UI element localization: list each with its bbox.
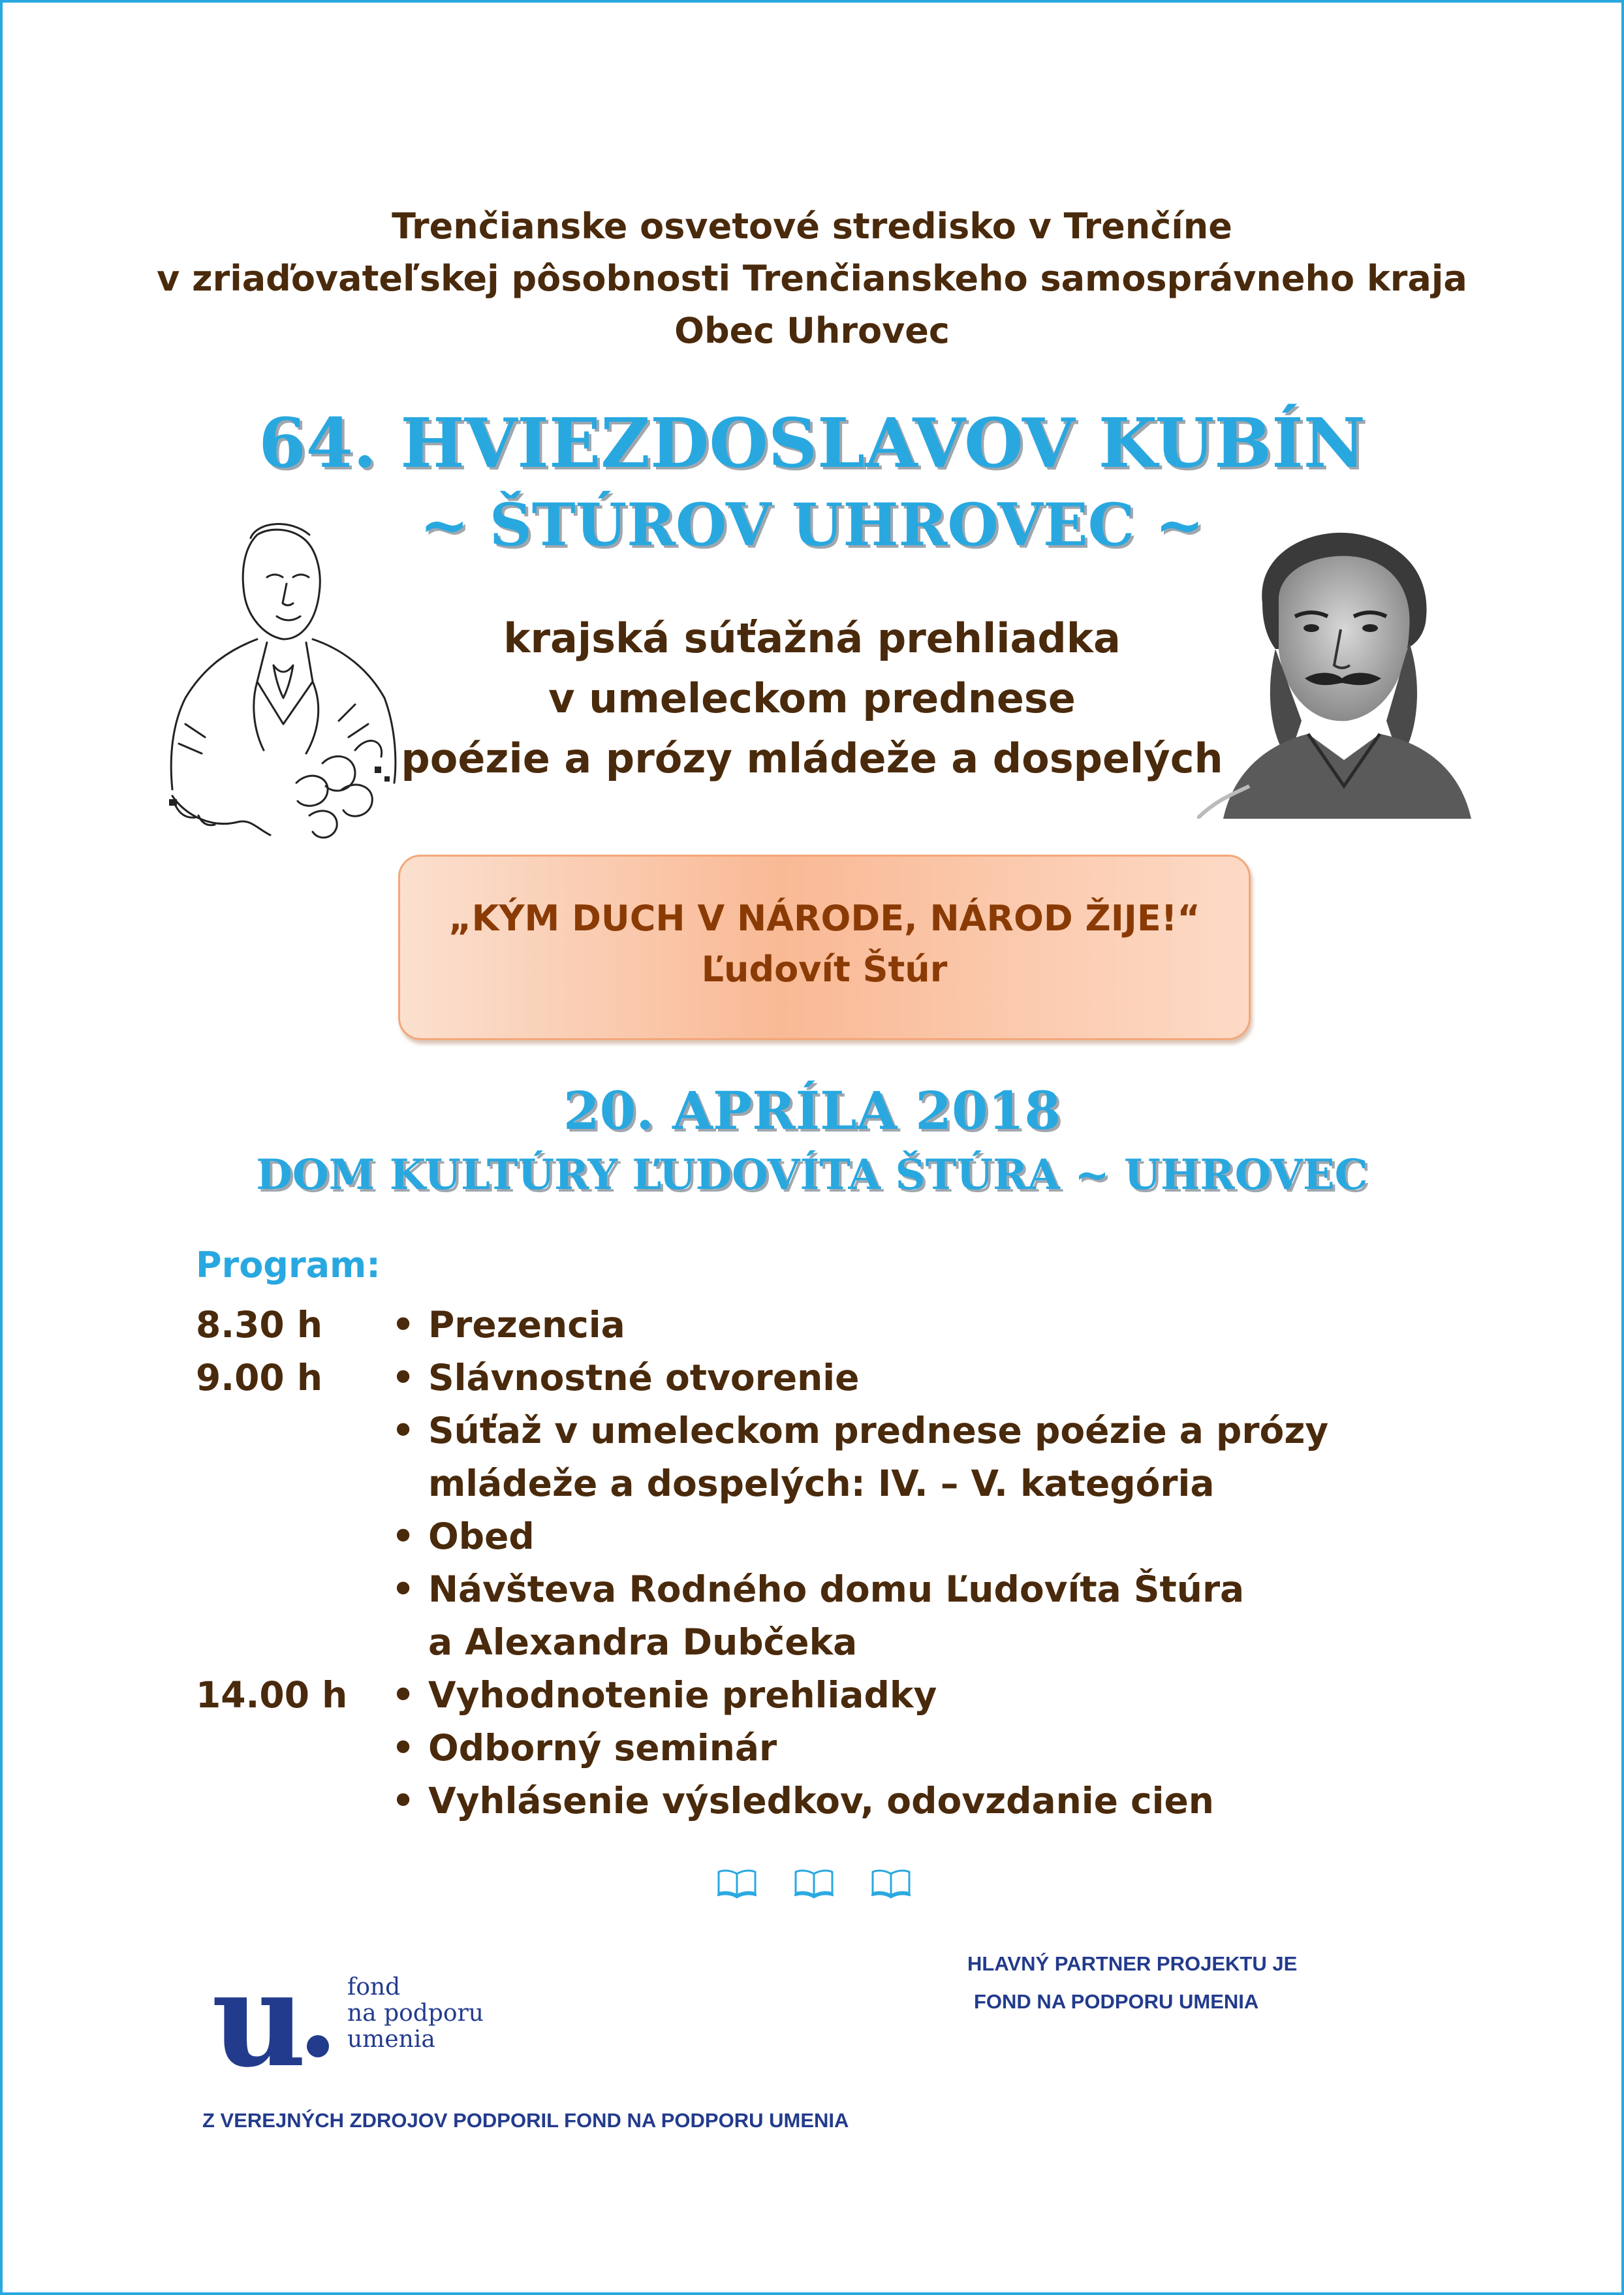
book-icon (717, 1869, 757, 1899)
program-label: Program: (196, 1244, 381, 1286)
quote-text: „KÝM DUCH V NÁRODE, NÁROD ŽIJE!“ (448, 898, 1200, 939)
partner-line-2: FOND NA PODPORU UMENIA (974, 1990, 1259, 2013)
program-item-continued: mládeže a dospelých: IV. – V. kategória (428, 1463, 1215, 1504)
program-item: Návšteva Rodného domu Ľudovíta Štúra (428, 1568, 1245, 1610)
partner-line-1: HLAVNÝ PARTNER PROJEKTU JE (967, 1952, 1298, 1975)
organizer-line-1: Trenčianske osvetové stredisko v Trenčíne (392, 206, 1232, 247)
bullet: • (392, 1674, 415, 1716)
organizer-line-3: Obec Uhrovec (674, 310, 950, 351)
program-time: 14.00 h (196, 1674, 348, 1716)
bullet: • (392, 1568, 415, 1610)
program-time: 8.30 h (196, 1304, 323, 1346)
event-venue: DOM KULTÚRY ĽUDOVÍTA ŠTÚRA ~ UHROVEC (256, 1150, 1368, 1199)
event-description-line-2: v umeleckom prednese (548, 674, 1076, 722)
event-description-line-1: krajská súťažná prehliadka (503, 614, 1121, 662)
fpu-logo-letter: u (211, 1943, 307, 2097)
program-item: Vyhodnotenie prehliadky (428, 1674, 937, 1716)
program-item: Vyhlásenie výsledkov, odovzdanie cien (428, 1780, 1214, 1822)
program-item: Slávnostné otvorenie (428, 1357, 860, 1399)
quote-author: Ľudovít Štúr (701, 949, 948, 990)
program-item: Obed (428, 1515, 535, 1557)
bullet: • (392, 1727, 415, 1769)
bullet: • (392, 1780, 415, 1822)
fpu-logo-text (347, 1974, 484, 2053)
bullet: • (392, 1304, 415, 1346)
event-title: 64. HVIEZDOSLAVOV KUBÍN (258, 403, 1366, 483)
program-item: Prezencia (428, 1304, 625, 1346)
support-note: Z VEREJNÝCH ZDROJOV PODPORIL FOND NA PODPORU UMENIA (202, 2109, 849, 2132)
program-item: Súťaž v umeleckom prednese poézie a prózy (428, 1410, 1329, 1451)
bullet: • (392, 1410, 415, 1451)
organizer-line-2: v zriaďovateľskej pôsobnosti Trenčianskeho samosprávneho kraja (157, 258, 1467, 299)
bullet: • (392, 1515, 415, 1557)
fpu-logo-line: fond (347, 1974, 401, 2001)
fpu-logo-line: umenia (347, 2026, 435, 2053)
event-date: 20. APRÍLA 2018 (563, 1080, 1061, 1141)
fpu-logo-line: na podporu (347, 2000, 484, 2027)
bullet: • (392, 1357, 415, 1399)
program-item-continued: a Alexandra Dubčeka (428, 1621, 858, 1663)
fpu-logo-dot (307, 2035, 329, 2057)
book-icon (794, 1869, 834, 1899)
event-description-line-3: poézie a prózy mládeže a dospelých (401, 735, 1223, 782)
program-item: Odborný seminár (428, 1727, 777, 1769)
program-time: 9.00 h (196, 1357, 323, 1399)
book-icon (871, 1869, 911, 1899)
quote-box (398, 855, 1251, 1040)
event-subtitle: ~ ŠTÚROV UHROVEC ~ (420, 490, 1204, 560)
